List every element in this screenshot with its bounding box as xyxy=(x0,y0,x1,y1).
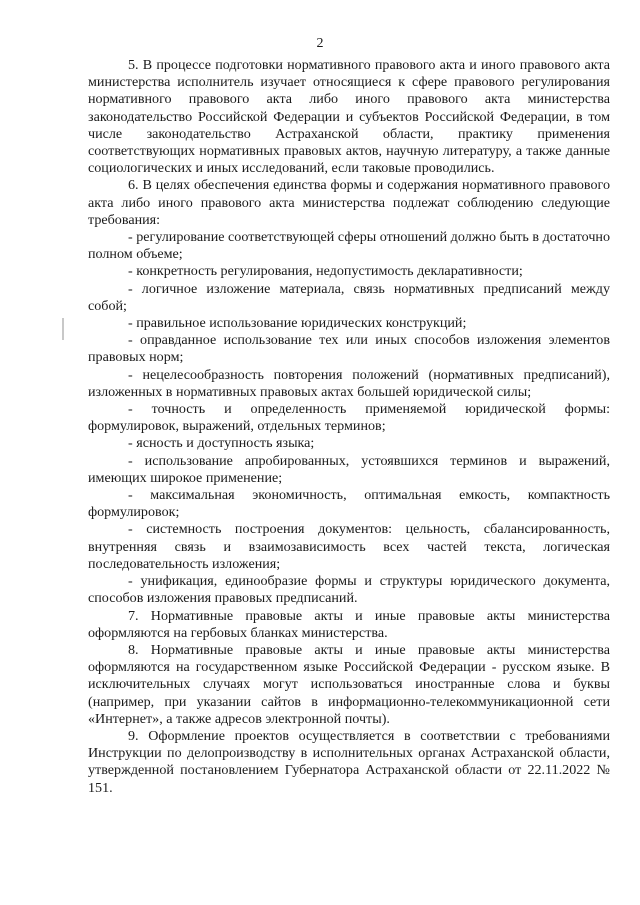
requirement-item: - ясность и доступность языка; xyxy=(128,435,315,452)
requirement-item: - нецелесообразность повторения положений (нормативных предписаний), изложенных в нормативных правовых актах большей юридической силы; xyxy=(88,366,610,400)
requirement-item: - максимальная экономичность, оптимальная емкость, компактность формулировок; xyxy=(88,487,610,521)
requirement-item: - правильное использование юридических конструкций; xyxy=(128,315,467,332)
requirement-item: - регулирование соответствующей сферы отношений должно быть в достаточно полном объеме; xyxy=(88,229,610,263)
requirement-item: - конкретность регулирования, недопустимость декларативности; xyxy=(128,263,523,280)
requirement-item: - точность и определенность применяемой юридической формы: формулировок, выражений, отдельных терминов; xyxy=(88,401,610,435)
paragraph-5: 5. В процессе подготовки нормативного правового акта и иного правового акта министерства исполнитель изучает относящиеся к сфере правового регулирования нормативного правового акта либо иного правового акта министерства законодательство Российской Федерации и субъектов Российской Федерации, в том числе законодательство Астраханской области, практику применения соответствующих нормативных правовых актов, научную литературу, а также данные социологических и иных исследований, если таковые проводились. xyxy=(88,57,610,177)
requirement-item: - оправданное использование тех или иных способов изложения элементов правовых норм; xyxy=(88,332,610,366)
document-body xyxy=(88,57,610,797)
paragraph-8: 8. Нормативные правовые акты и иные правовые акты министерства оформляются на государственном языке Российской Федерации - русском языке. В исключительных случаях могут использоваться иностранные слова и буквы (например, при указании сайтов в информационно-телекоммуникационной сети «Интернет», а также адресов электронной почты). xyxy=(88,641,610,727)
paragraph-9: 9. Оформление проектов осуществляется в соответствии с требованиями Инструкции по делопроизводству в исполнительных органах Астраханской области, утвержденной постановлением Губернатора Астраханской области от 22.11.2022 № 151. xyxy=(88,727,610,796)
paragraph-6: 6. В целях обеспечения единства формы и содержания нормативного правового акта либо иного правового акта министерства подлежат соблюдению следующие требования: xyxy=(88,177,610,228)
requirement-item: - использование апробированных, устоявшихся терминов и выражений, имеющих широкое применение; xyxy=(88,452,610,486)
page-number: 2 xyxy=(316,36,324,51)
requirement-item: - системность построения документов: цельность, сбалансированность, внутренняя связь и взаимозависимость всех частей текста, логическая последовательность изложения; xyxy=(88,521,610,572)
paragraph-7: 7. Нормативные правовые акты и иные правовые акты министерства оформляются на гербовых бланках министерства. xyxy=(88,607,610,641)
scan-artifact xyxy=(62,318,64,340)
requirement-item: - логичное изложение материала, связь нормативных предписаний между собой; xyxy=(88,280,610,314)
requirement-item: - унификация, единообразие формы и структуры юридического документа, способов изложения правовых предписаний. xyxy=(88,573,610,607)
